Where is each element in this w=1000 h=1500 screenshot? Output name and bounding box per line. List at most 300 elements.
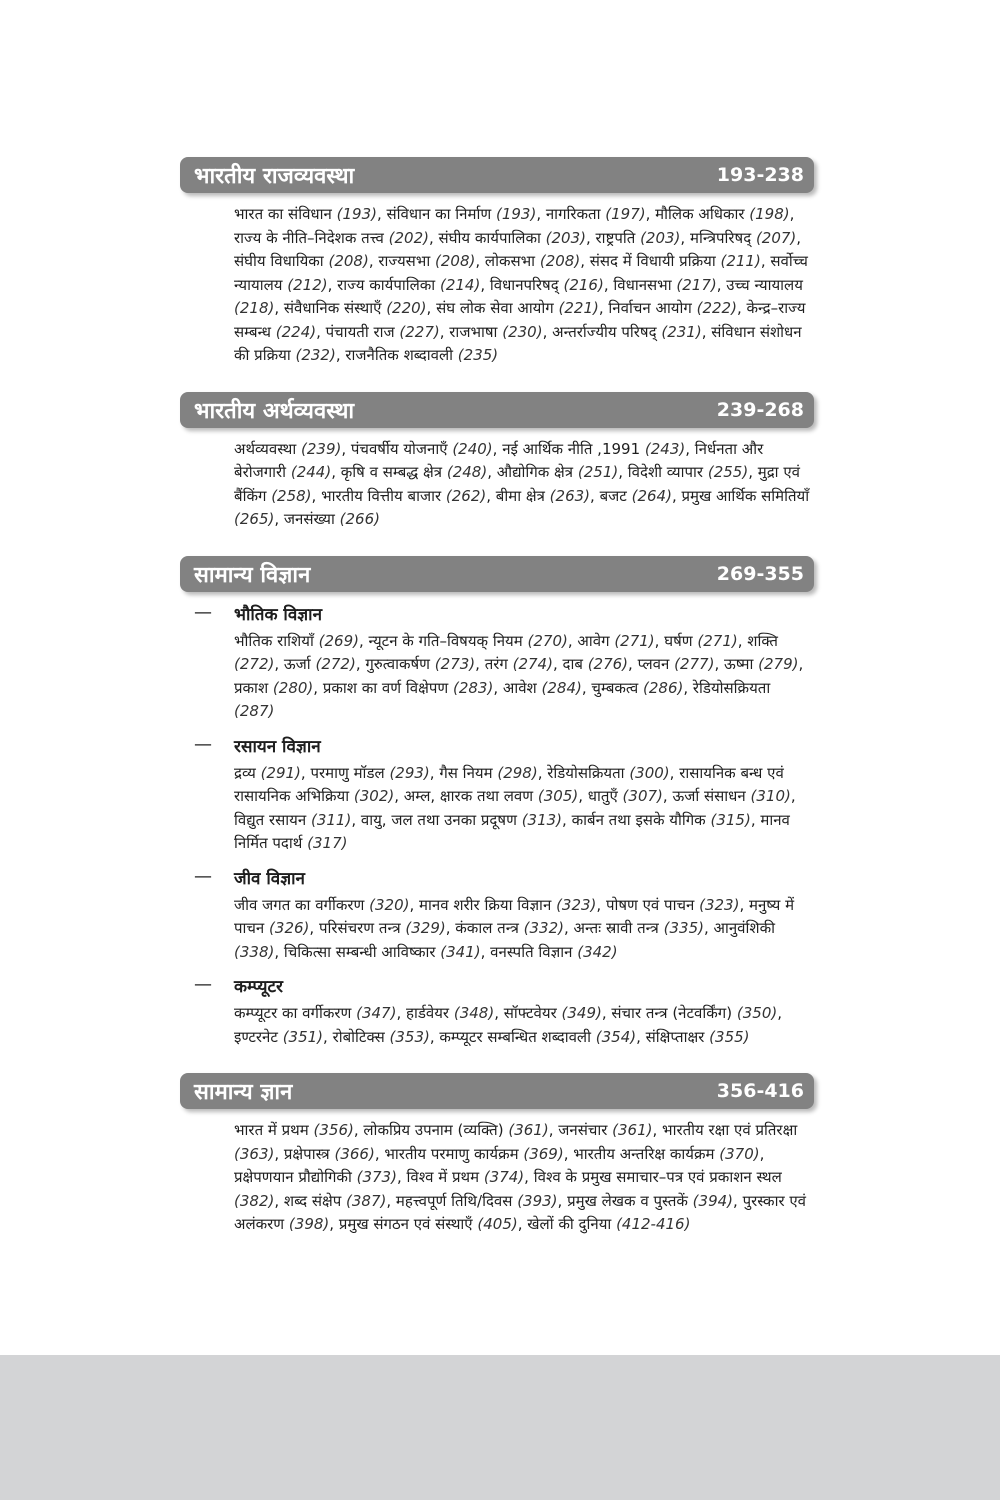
toc-entry: [547, 764, 669, 782]
toc-entry: [504, 1004, 602, 1022]
toc-entry: [234, 252, 369, 270]
toc-entry-title: मानव निर्मित पदार्थ: [234, 810, 790, 852]
toc-entry-page: (341): [440, 942, 481, 961]
toc-entry-title: खेलों की दुनिया: [527, 1215, 612, 1233]
toc-entry-title: प्रकाश: [234, 678, 269, 697]
toc-entry-title: भारत में प्रथम: [234, 1121, 309, 1139]
toc-entry: [573, 1145, 759, 1163]
toc-entry-page: (338): [234, 942, 275, 961]
toc-entry-title: विश्व में प्रथम: [406, 1168, 480, 1186]
toc-entry-page: (248): [446, 463, 488, 481]
toc-entry: [596, 229, 681, 247]
toc-entry-page: (243): [644, 439, 686, 458]
toc-entry-title: पंचायती राज: [325, 322, 395, 341]
toc-entry-page: (394): [692, 1191, 734, 1210]
toc-entry-title: रासायनिक बन्ध एवं रासायनिक अभिक्रिया: [234, 763, 784, 805]
subsection-title: रसायन विज्ञान: [234, 736, 321, 757]
toc-entry-title: संसद में विधायी प्रक्रिया: [589, 252, 716, 270]
toc-entry: [310, 764, 429, 782]
toc-entry-page: (405): [477, 1215, 518, 1233]
toc-entry-title: रोबोटिक्स: [332, 1027, 385, 1046]
toc-entry: [351, 440, 493, 458]
toc-entry-title: जीव जगत का वर्गीकरण: [234, 895, 365, 914]
toc-entry-title: विदेशी व्यापार: [627, 463, 704, 481]
toc-entry-title: भारत का संविधान: [234, 205, 332, 223]
toc-entry: [567, 1192, 733, 1210]
toc-entry-title: द्रव्य: [234, 763, 256, 782]
toc-entry-page: (412-416): [616, 1215, 691, 1233]
subsection-dash: —: [194, 601, 212, 623]
toc-entry-page: (398): [288, 1215, 330, 1233]
toc-entry-title: गुरुत्वाकर्षण: [365, 655, 431, 673]
toc-entry-page: (361): [612, 1121, 653, 1139]
toc-entry: [611, 1004, 777, 1022]
toc-entry: [234, 1168, 397, 1186]
toc-entry-page: (208): [435, 252, 476, 270]
subsection-entries: द्रव्य (291), परमाणु मॉडल (293), गैस नियम (298), रेडियोसक्रियता (300), रासायनिक बन्ध एवं रासायनिक अभिक्रिया (302), अम्ल, क्षारक तथा लवण (305), धातुएँ (307), ऊर्जा संसाधन (310), विद्युत रसायन (311), वायु, जल तथा उनका प्रदूषण (313), कार्बन तथा इसके यौगिक (315), मानव निर्मित पदार्थ (317): [234, 763, 796, 852]
toc-entry-page: (274): [512, 655, 553, 673]
subsection-title: भौतिक विज्ञान: [234, 604, 323, 625]
toc-entry-page: (348): [453, 1004, 495, 1022]
toc-entry-page: (224): [275, 322, 317, 341]
toc-entry-title: संचार तन्त्र (नेटवर्किंग): [611, 1004, 733, 1022]
toc-entry-page: (272): [234, 655, 275, 673]
toc-entry: [284, 1192, 386, 1210]
toc-entry-page: (220): [386, 299, 427, 317]
toc-entry: [638, 655, 715, 673]
toc-entry-page: (387): [346, 1191, 387, 1210]
toc-entry: [234, 764, 301, 782]
toc-entry: [384, 1145, 563, 1163]
toc-entry-title: कृषि व सम्बद्ध क्षेत्र: [340, 463, 443, 481]
toc-entry-page: (217): [676, 275, 717, 294]
toc-entry-title: पुरस्कार एवं अलंकरण: [234, 1191, 806, 1233]
toc-entry: [485, 655, 553, 673]
toc-entry: [490, 276, 604, 294]
toc-entry-title: राज्य के नीति–निदेशक तत्त्व: [234, 228, 384, 247]
toc-entry-title: पोषण एवं पाचन: [605, 895, 695, 914]
toc-entry: [234, 632, 359, 650]
toc-entry-title: धातुएँ: [587, 787, 618, 805]
toc-entry: [496, 487, 590, 505]
toc-entry: [552, 323, 702, 341]
toc-entry-page: (313): [521, 810, 563, 829]
toc-entry-page: (263): [549, 486, 591, 505]
toc-entry-title: लोकसभा: [484, 252, 536, 270]
toc-entry-page: (258): [271, 486, 312, 505]
toc-entry-title: राष्ट्रपति: [595, 228, 636, 247]
section-header-bar: [180, 556, 814, 592]
toc-entry-page: (211): [720, 252, 761, 270]
toc-entry-page: (208): [328, 252, 369, 270]
toc-entry-title: दाब: [562, 655, 583, 673]
toc-entry: [234, 1004, 396, 1022]
toc-entry-page: (302): [353, 787, 395, 805]
toc-entry-page: (271): [614, 631, 655, 650]
toc-entry-page: (203): [640, 228, 681, 247]
toc-entry-page: (342): [577, 942, 618, 961]
toc-entry-title: अन्तर्राज्यीय परिषद्: [552, 322, 657, 341]
toc-entry: [606, 896, 739, 914]
toc-entry-title: अन्तः स्रावी तन्त्र: [573, 919, 659, 937]
toc-entry: [503, 679, 582, 697]
toc-entry-page: (310): [750, 787, 791, 805]
toc-entry-title: प्रक्षेपणयान प्रौद्योगिकी: [234, 1168, 352, 1186]
toc-entry-page: (270): [527, 631, 568, 650]
toc-entry-page: (382): [234, 1191, 275, 1210]
toc-entry-page: (349): [561, 1004, 602, 1022]
toc-entry-page: (222): [696, 299, 737, 317]
toc-entry-title: लोकप्रिय उपनाम (व्यक्ति): [363, 1121, 504, 1139]
toc-entry-title: भारतीय वित्तीय बाजार: [321, 486, 442, 505]
subsection-entries: जीव जगत का वर्गीकरण (320), मानव शरीर क्रिया विज्ञान (323), पोषण एवं पाचन (323), मनुष्य में पाचन (326), परिसंचरण तन्त्र (329), कंकाल तन्त्र (332), अन्तः स्रावी तन्त्र (335), आनुवंशिकी (338), चिकित्सा सम्बन्धी आविष्कार (341), वनस्पति विज्ञान (342): [234, 895, 795, 961]
toc-entry-title: परिसंचरण तन्त्र: [318, 919, 401, 937]
toc-entry-page: (317): [307, 834, 348, 852]
toc-entry-page: (197): [605, 205, 646, 223]
toc-entry-page: (227): [399, 322, 440, 341]
toc-entry: [449, 323, 542, 341]
toc-entry-page: (235): [457, 346, 499, 364]
section-page-range: 356-416: [716, 1080, 804, 1102]
toc-entry-title: आनुवंशिकी: [713, 919, 776, 937]
toc-entry-page: (279): [758, 655, 799, 673]
toc-entry-title: जनसंचार: [558, 1121, 608, 1139]
toc-entry-page: (311): [310, 810, 352, 829]
section-title: भारतीय अर्थव्यवस्था: [194, 398, 355, 424]
toc-entry: [284, 655, 356, 673]
toc-entry-title: पंचवर्षीय योजनाएँ: [350, 439, 448, 458]
toc-entry-page: (239): [301, 439, 342, 458]
toc-entry: [591, 679, 683, 697]
toc-entry-page: (353): [389, 1027, 430, 1046]
toc-entry-title: बीमा क्षेत्र: [495, 486, 545, 505]
toc-entry-title: अर्थव्यवस्था: [234, 439, 297, 458]
toc-entry-title: भारतीय परमाणु कार्यक्रम: [384, 1144, 519, 1163]
toc-entry: [234, 229, 429, 247]
subsection-title: कम्प्यूटर: [234, 977, 283, 997]
toc-entry: [365, 655, 475, 673]
toc-entry-page: (347): [356, 1004, 397, 1022]
toc-entry: [546, 205, 646, 223]
toc-entry-title: चुम्बकत्व: [591, 678, 639, 697]
toc-entry: [527, 1215, 690, 1233]
toc-entry-page: (273): [434, 655, 476, 673]
toc-entry: [588, 787, 663, 805]
section-page-range: 239-268: [716, 398, 804, 421]
toc-entry-title: संवैधानिक संस्थाएँ: [283, 299, 382, 317]
toc-entry-title: राजभाषा: [449, 322, 498, 341]
toc-entry-title: प्रकाश का वर्ण विक्षेपण: [322, 678, 449, 697]
toc-entry-title: चिकित्सा सम्बन्धी आविष्कार: [283, 942, 436, 961]
toc-entry-page: (354): [595, 1027, 637, 1046]
toc-entry-title: नागरिकता: [545, 205, 601, 223]
toc-entry-title: भारतीय अन्तरिक्ष कार्यक्रम: [573, 1144, 715, 1163]
toc-entry: [672, 787, 790, 805]
subsection-entries: भौतिक राशियाँ (269), न्यूटन के गति–विषयक् नियम (270), आवेग (271), घर्षण (271), शक्ति (272), ऊर्जा (272), गुरुत्वाकर्षण (273), तरंग (274), दाब (276), प्लवन (277), ऊष्मा (279), प्रकाश (280), प्रकाश का वर्ण विक्षेपण (283), आवेश (284), चुम्बकत्व (286), रेडियोसक्रियता (287): [234, 631, 804, 720]
toc-entry-page: (203): [545, 228, 586, 247]
toc-entry: [284, 510, 380, 528]
toc-entry-page: (323): [699, 895, 740, 914]
toc-entry-title: मन्त्रिपरिषद्: [689, 228, 752, 247]
toc-entry-page: (293): [389, 763, 430, 782]
toc-entry: [664, 632, 738, 650]
toc-entry-page: (271): [697, 631, 738, 650]
toc-entry-title: संक्षिप्ताक्षर: [645, 1027, 705, 1046]
toc-entry: [690, 229, 796, 247]
toc-entry-page: (230): [502, 322, 543, 341]
toc-entry-title: आवेश: [502, 678, 537, 697]
toc-entry-page: (369): [523, 1144, 564, 1163]
toc-entry: [234, 440, 341, 458]
toc-entry-page: (212): [287, 275, 328, 294]
toc-entry: [455, 919, 564, 937]
toc-entry-page: (320): [369, 895, 410, 914]
toc-entry-title: विधानसभा: [613, 275, 672, 294]
toc-entry: [485, 252, 580, 270]
toc-entry: [345, 346, 498, 364]
toc-entry-page: (266): [339, 510, 380, 528]
toc-entry-page: (323): [556, 895, 597, 914]
section-entries: भारत में प्रथम (356), लोकप्रिय उपनाम (व्यक्ति) (361), जनसंचार (361), भारतीय रक्षा एवं प्रतिरक्षा (363), प्रक्षेपास्त्र (366), भारतीय परमाणु कार्यक्रम (369), भारतीय अन्तरिक्ष कार्यक्रम (370), प्रक्षेपणयान प्रौद्योगिकी (373), विश्व में प्रथम (374), विश्व के प्रमुख समाचार–पत्र एवं प्रकाशन स्थल (382), शब्द संक्षेप (387), महत्त्वपूर्ण तिथि/दिवस (393), प्रमुख लेखक व पुस्तकें (394), पुरस्कार एवं अलंकरण (398), प्रमुख संगठन एवं संस्थाएँ (405), खेलों की दुनिया (412-416): [234, 1121, 806, 1233]
toc-entry-title: राजनैतिक शब्दावली: [345, 346, 454, 364]
toc-entry-title: प्रमुख लेखक व पुस्तकें: [567, 1191, 688, 1210]
toc-entry-title: मनुष्य में पाचन: [234, 895, 795, 937]
toc-entry-page: (283): [452, 678, 494, 697]
toc-entry-page: (298): [497, 763, 538, 782]
section-title: भारतीय राजव्यवस्था: [194, 164, 355, 189]
subsection-biology: [180, 866, 814, 965]
toc-entry-page: (262): [445, 486, 487, 505]
toc-entry-title: सॉफ्टवेयर: [503, 1004, 557, 1022]
toc-entry-title: भौतिक राशियाँ: [234, 631, 314, 650]
toc-entry-title: तरंग: [484, 655, 508, 673]
toc-entry-page: (366): [334, 1144, 375, 1163]
toc-entry-page: (269): [318, 631, 359, 650]
toc-entry-title: संघ लोक सेवा आयोग: [436, 299, 554, 317]
section-title: सामान्य ज्ञान: [194, 1080, 293, 1105]
toc-entry-title: निर्वाचन आयोग: [608, 299, 692, 317]
toc-entry-page: (332): [523, 919, 564, 937]
toc-entry: [323, 679, 494, 697]
toc-entry: [404, 787, 578, 805]
toc-entry-title: आवेग: [577, 631, 610, 650]
toc-entry: [406, 1004, 494, 1022]
toc-entry-page: (264): [631, 486, 672, 505]
toc-entry: [574, 919, 704, 937]
toc-entry-page: (363): [234, 1144, 275, 1163]
toc-entry-title: वायु, जल तथा उनका प्रदूषण: [360, 810, 517, 829]
toc-entry-page: (231): [661, 322, 702, 341]
toc-entry: [326, 323, 440, 341]
toc-entry-page: (351): [282, 1027, 324, 1046]
subsection-dash: —: [194, 865, 212, 887]
toc-entry-page: (272): [315, 655, 356, 673]
toc-entry-page: (373): [356, 1168, 397, 1186]
section-header-bar: [180, 157, 814, 193]
toc-entry-page: (255): [707, 463, 749, 481]
toc-entry-page: (198): [749, 205, 790, 223]
toc-entry-title: ऊष्मा: [724, 655, 754, 673]
toc-entry-page: (202): [388, 228, 429, 247]
toc-entry-page: (208): [539, 252, 581, 270]
toc-entry-page: (214): [439, 275, 481, 294]
toc-entry: [577, 632, 654, 650]
subsection-computer: [180, 974, 814, 1049]
toc-entry-title: परमाणु मॉडल: [310, 763, 385, 782]
toc-entry: [436, 299, 599, 317]
toc-entry: [590, 252, 761, 270]
section-header-bar: [180, 392, 814, 428]
toc-entry-title: मौलिक अधिकार: [655, 205, 745, 223]
toc-section-science: [180, 556, 814, 1050]
toc-entry-title: विधानपरिषद्: [489, 275, 559, 294]
toc-entry: [600, 487, 672, 505]
toc-entry: [439, 764, 537, 782]
toc-entry: [363, 1121, 548, 1139]
toc-entry: [490, 943, 617, 961]
toc-entry: [608, 299, 737, 317]
section-header-bar: [180, 1073, 814, 1109]
toc-entry-title: प्रमुख संगठन एवं संस्थाएँ: [338, 1215, 473, 1233]
toc-entry-page: (326): [269, 919, 310, 937]
toc-entry-title: कार्बन तथा इसके यौगिक: [571, 810, 706, 829]
section-page-range: 193-238: [716, 164, 804, 186]
toc-entry-page: (356): [313, 1121, 354, 1139]
toc-entry-title: मानव शरीर क्रिया विज्ञान: [419, 895, 552, 914]
toc-entry-page: (305): [537, 787, 579, 805]
toc-entry-title: कम्प्यूटर सम्बन्धित शब्दावली: [439, 1027, 591, 1046]
toc-entry-title: गैस नियम: [439, 763, 493, 782]
toc-entry-title: न्यूटन के गति–विषयक् नियम: [368, 631, 523, 650]
toc-entry: [234, 679, 313, 697]
toc-entry-page: (370): [719, 1144, 760, 1163]
toc-entry-title: उच्च न्यायालय: [726, 275, 803, 294]
toc-entry: [439, 1028, 636, 1046]
toc-entry-page: (291): [260, 763, 301, 782]
toc-entry-title: महत्त्वपूर्ण तिथि/दिवस: [395, 1191, 513, 1210]
toc-entry-page: (207): [755, 228, 797, 247]
toc-entry-title: अम्ल, क्षारक तथा लवण: [403, 787, 534, 805]
toc-entry: [321, 487, 486, 505]
toc-entry-page: (277): [674, 655, 715, 673]
toc-entry: [563, 655, 629, 673]
toc-entry-title: कंकाल तन्त्र: [455, 919, 519, 937]
toc-entry-page: (287): [234, 702, 275, 720]
toc-entry: [502, 440, 685, 458]
subsection-title: जीव विज्ञान: [234, 868, 305, 889]
toc-entry-title: हार्डवेयर: [406, 1004, 450, 1022]
toc-entry: [234, 1121, 354, 1139]
toc-entry: [628, 463, 748, 481]
toc-entry-title: प्लवन: [637, 655, 670, 673]
toc-entry-page: (244): [290, 463, 332, 481]
subsection-chemistry: [180, 734, 814, 856]
toc-section-general-knowledge: [180, 1073, 814, 1237]
toc-entry-title: राज्यसभा: [378, 252, 431, 270]
toc-entry-page: (251): [577, 463, 619, 481]
toc-entry-title: घर्षण: [664, 631, 693, 650]
toc-entry-page: (265): [234, 510, 275, 528]
toc-entry-title: विद्युत रसायन: [234, 810, 307, 829]
toc-entry: [234, 1028, 323, 1046]
toc-entry-title: वनस्पति विज्ञान: [490, 942, 573, 961]
toc-entry-title: प्रक्षेपास्त्र: [283, 1144, 330, 1163]
section-title: सामान्य विज्ञान: [194, 562, 311, 588]
toc-entry-title: शक्ति: [747, 631, 778, 650]
section-page-range: 269-355: [716, 562, 804, 585]
toc-entry-title: जनसंख्या: [283, 510, 335, 528]
toc-entry: [572, 811, 751, 829]
toc-entry-page: (193): [336, 205, 377, 223]
subsection-physics: [180, 602, 814, 724]
toc-entry-title: संघीय विधायिका: [234, 252, 324, 270]
toc-entry-page: (374): [483, 1168, 525, 1186]
toc-entry-title: सर्वोच्च न्यायालय: [234, 252, 808, 294]
toc-entry-title: ऊर्जा: [283, 655, 311, 673]
toc-entry: [234, 896, 410, 914]
toc-entry-page: (221): [558, 299, 599, 317]
toc-entry: [341, 463, 487, 481]
toc-entry: [387, 205, 537, 223]
toc-entry: [396, 1192, 558, 1210]
toc-entry: [284, 943, 481, 961]
footer-band: [0, 1355, 1000, 1500]
toc-entry-title: औद्योगिक क्षेत्र: [496, 463, 574, 481]
toc-entry-title: रेडियोसक्रियता: [692, 678, 771, 697]
toc-entry: [234, 811, 351, 829]
toc-entry-title: प्रमुख आर्थिक समितियाँ: [681, 486, 810, 505]
toc-section-polity: [180, 157, 814, 368]
toc-entry-page: (193): [495, 205, 537, 223]
toc-entry: [284, 1145, 375, 1163]
toc-entry: [613, 276, 716, 294]
toc-entry-page: (280): [272, 678, 314, 697]
toc-entry: [407, 1168, 525, 1186]
toc-entry: [419, 896, 596, 914]
toc-entry: [339, 1215, 518, 1233]
toc-entry-title: बजट: [599, 486, 627, 505]
toc-entry: [284, 299, 427, 317]
toc-entry-title: विश्व के प्रमुख समाचार–पत्र एवं प्रकाशन स्थल: [533, 1168, 782, 1186]
toc-entry: [655, 205, 789, 223]
table-of-contents: [180, 157, 814, 1261]
toc-entry-page: (307): [622, 787, 663, 805]
toc-entry-title: इण्टरनेट: [234, 1027, 278, 1046]
subsection-dash: —: [194, 974, 212, 995]
toc-entry: [378, 252, 475, 270]
toc-entry-title: भारतीय रक्षा एवं प्रतिरक्षा: [662, 1121, 798, 1139]
toc-entry-title: संघीय कार्यपालिका: [438, 228, 541, 247]
toc-entry-page: (300): [629, 763, 670, 782]
toc-entry: [361, 811, 562, 829]
toc-entry: [337, 276, 480, 294]
toc-entry-page: (240): [452, 439, 493, 458]
toc-entry-title: संविधान का निर्माण: [386, 205, 492, 223]
toc-entry-page: (335): [663, 919, 704, 937]
toc-entry-page: (284): [541, 678, 582, 697]
toc-entry: [333, 1028, 430, 1046]
toc-entry-title: राज्य कार्यपालिका: [337, 275, 436, 294]
toc-entry-title: कम्प्यूटर का वर्गीकरण: [234, 1004, 352, 1022]
toc-entry-page: (218): [234, 299, 275, 317]
toc-entry: [724, 655, 799, 673]
toc-section-economy: [180, 392, 814, 532]
toc-entry-page: (216): [563, 275, 604, 294]
toc-entry: [646, 1028, 750, 1046]
toc-entry: [558, 1121, 652, 1139]
toc-entry-title: शब्द संक्षेप: [283, 1191, 342, 1210]
section-entries: अर्थव्यवस्था (239), पंचवर्षीय योजनाएँ (240), नई आर्थिक नीति ,1991 (243), निर्धनता और बेरोजगारी (244), कृषि व सम्बद्ध क्षेत्र (248), औद्योगिक क्षेत्र (251), विदेशी व्यापार (255), मुद्रा एवं बैंकिंग (258), भारतीय वित्तीय बाजार (262), बीमा क्षेत्र (263), बजट (264), प्रमुख आर्थिक समितियाँ (265), जनसंख्या (266): [234, 439, 810, 528]
